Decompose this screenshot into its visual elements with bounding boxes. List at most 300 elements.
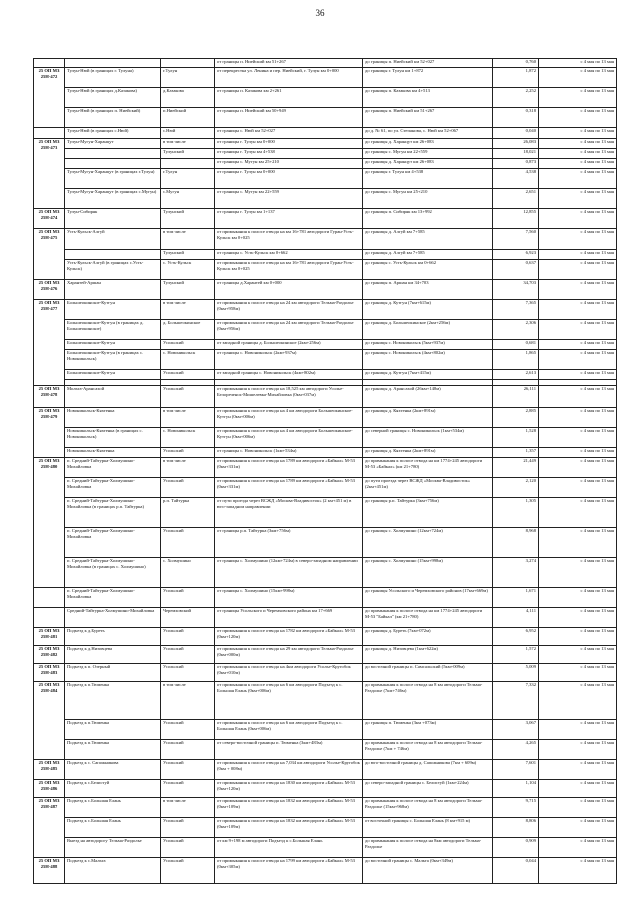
- section-start-cell: от западной границы д. Большеокинское (2км+256м): [215, 340, 363, 350]
- table-row: [34, 628, 617, 646]
- table-row: [34, 558, 617, 588]
- district-cell: с.Мугун: [161, 189, 215, 209]
- road-name-cell: п. Средний-Тайтурка-Холмушино-Михайловка: [65, 458, 161, 478]
- section-end-cell: до границы д. Кяхтенка (2км+891м): [363, 408, 493, 428]
- road-name-cell: Новоникольск-Кяхтенка (в границах с. Новоникольск): [65, 428, 161, 448]
- section-start-cell: от границы с. Усть-Кульск км 0+662: [215, 250, 363, 260]
- road-name-cell: п. Средний-Тайтурка-Холмушино-Михайловка: [65, 588, 161, 608]
- table-row: [34, 149, 617, 159]
- section-end-cell: до примыкания к полосе отвода на км 1774+245 автодороги М-53 "Байкал" (км 21+780): [363, 608, 493, 628]
- road-name-cell: Подъезд к с. Сапожникова: [65, 760, 161, 780]
- district-cell: д. Большеокинское: [161, 320, 215, 340]
- closure-period-cell: с 4 мая по 13 мая: [539, 448, 617, 458]
- section-end-cell: до восточной границы с. Мальта (0км+349м): [363, 858, 493, 884]
- section-end-cell: до примыкания к полосе отвода на 8км автодороги Тельма-Раздолье: [363, 838, 493, 858]
- section-end-cell: до границы д. Кяхтенка (2км+891м): [363, 448, 493, 458]
- section-start-cell: от примыкания к полосе отвода на 7,034 км автодороги Усолье-Кругобок (0км + 008м): [215, 760, 363, 780]
- section-end-cell: до границы с. Холмушино (15км+998м): [363, 558, 493, 588]
- closure-period-cell: с 4 мая по 13 мая: [539, 760, 617, 780]
- road-name-cell: Новоникольск-Кяхтенка: [65, 448, 161, 458]
- length-cell: 0,637: [493, 260, 539, 280]
- length-cell: 26,083: [493, 139, 539, 149]
- road-name-cell: Большеокинское-Кутгун (в границах с. Новоникольск): [65, 350, 161, 370]
- length-cell: 2,885: [493, 408, 539, 428]
- length-cell: 3,067: [493, 720, 539, 740]
- length-cell: 7,332: [493, 682, 539, 720]
- section-end-cell: до границы д. Большеокинское (2км+256м): [363, 320, 493, 340]
- table-row: [34, 209, 617, 229]
- length-cell: 0,044: [493, 858, 539, 884]
- section-start-cell: от границы д.Харантей км 0+000: [215, 280, 363, 300]
- length-cell: 34,703: [493, 280, 539, 300]
- closure-period-cell: с 4 мая по 13 мая: [539, 428, 617, 448]
- road-name-cell: Подъезд к п. Озерный: [65, 664, 161, 682]
- closure-period-cell: с 4 мая по 13 мая: [539, 68, 617, 88]
- section-end-cell: до северной границы с. Новоникольск (1км+534м): [363, 428, 493, 448]
- table-row: [34, 588, 617, 608]
- section-end-cell: до границы с. Усть-Кульск км 0+662: [363, 260, 493, 280]
- road-code-cell: 25 ОП МЗ 25Н-480: [34, 458, 65, 588]
- district-cell: [161, 159, 215, 169]
- district-cell: г.Тулун: [161, 68, 215, 88]
- closure-period-cell: с 4 мая по 13 мая: [539, 588, 617, 608]
- section-start-cell: от примыкания к полосе отвода на 1799 км автодороги «Байкал» М-53 (0км+305м): [215, 858, 363, 884]
- length-cell: 1,572: [493, 646, 539, 664]
- road-name-cell: [65, 149, 161, 159]
- section-end-cell: до примыкания к полосе отвода на 8 км автодороги Тельма-Раздолье (7км + 746м): [363, 740, 493, 760]
- road-name-cell: Подъезд к с.Большая Елань: [65, 798, 161, 818]
- section-start-cell: от примыкания к полосе отвода на 1832 км автодороги «Байкал» М-53 (0км+109м): [215, 818, 363, 838]
- table-row: [34, 818, 617, 838]
- section-end-cell: до границы д. Харанцут км 26+083: [363, 159, 493, 169]
- district-cell: [161, 59, 215, 68]
- page-number: 36: [315, 8, 325, 18]
- section-start-cell: от границы с. Мугун км 25+210: [215, 159, 363, 169]
- road-name-cell: п. Средний-Тайтурка-Холмушино-Михайловка: [65, 528, 161, 558]
- length-cell: 1,104: [493, 780, 539, 798]
- closure-period-cell: с 4 мая по 13 мая: [539, 478, 617, 498]
- table-row: [34, 664, 617, 682]
- table-row: [34, 838, 617, 858]
- length-cell: 1,528: [493, 428, 539, 448]
- road-name-cell: Большеокинское-Кутгун: [65, 370, 161, 380]
- length-cell: 8,968: [493, 528, 539, 558]
- section-end-cell: до границы г. Тулун км 1+872: [363, 68, 493, 88]
- table-row: [34, 646, 617, 664]
- section-start-cell: от примыкания к полосе отвода на 1782 км автодороги «Байкал» М-53 (0км+120м): [215, 628, 363, 646]
- road-name-cell: Подъезд к п.Тюменка: [65, 682, 161, 720]
- road-name-cell: Тулун-Нюй (в границах д.Казакова): [65, 88, 161, 108]
- road-name-cell: Подъезд к с.Белистуй: [65, 780, 161, 798]
- district-cell: Усольский: [161, 780, 215, 798]
- section-start-cell: от границы с. Холмушино (12км+724м) в северо-западном направлении: [215, 558, 363, 588]
- section-end-cell: от восточной границы с. Большая Елань (8 км+915 м): [363, 818, 493, 838]
- section-start-cell: от примыкания к полосе отвода на 18,525 км автодороги Усолье-Белореченск-Мишелевка-Михайловка (0км+037м): [215, 386, 363, 408]
- length-cell: 0,681: [493, 340, 539, 350]
- table-row: [34, 229, 617, 250]
- section-start-cell: от границы п. Казакова км 2+261: [215, 88, 363, 108]
- district-cell: д.Казакова: [161, 88, 215, 108]
- table-row: [34, 139, 617, 149]
- length-cell: 4,111: [493, 608, 539, 628]
- district-cell: Усольский: [161, 646, 215, 664]
- road-name-cell: Большеокинское-Кутгун (в границах д. Большеокинское): [65, 320, 161, 340]
- closure-period-cell: с 4 мая по 13 мая: [539, 798, 617, 818]
- section-start-cell: от примыкания к полосе отвода на 24 км автодороги Тельма-Раздолье (0км+958м): [215, 300, 363, 320]
- section-end-cell: до примыкания к полосе отвода на 8 км автодороги Тельма-Раздолье (7км+746м): [363, 682, 493, 720]
- length-cell: 0,040: [493, 128, 539, 139]
- district-cell: Усольский: [161, 838, 215, 858]
- table-row: [34, 169, 617, 189]
- road-name-cell: Выезд на автодорогу Тельма-Раздолье: [65, 838, 161, 858]
- road-name-cell: Подъезд к с.Большая Елань: [65, 818, 161, 838]
- table-row: [34, 300, 617, 320]
- section-end-cell: до границы д. Харанцут км 26+083: [363, 139, 493, 149]
- section-start-cell: от границы р.п. Тайтурка (3км+756м): [215, 528, 363, 558]
- section-end-cell: до границы с. Мугун км 22+559: [363, 149, 493, 159]
- district-cell: Усольский: [161, 340, 215, 350]
- length-cell: 1,305: [493, 498, 539, 528]
- table-row: [34, 59, 617, 68]
- closure-period-cell: с 4 мая по 13 мая: [539, 370, 617, 380]
- section-end-cell: до границы с. Новоникольск (4км+802м): [363, 350, 493, 370]
- section-end-cell: до границы д. Низовцева (1км+622м): [363, 646, 493, 664]
- section-end-cell: до границы с. Мугун км 25+210: [363, 189, 493, 209]
- district-cell: Усольский: [161, 478, 215, 498]
- length-cell: 1,865: [493, 350, 539, 370]
- length-cell: 0,873: [493, 159, 539, 169]
- road-name-cell: Большеокинское-Кутгун: [65, 300, 161, 320]
- road-name-cell: Тулун-Нюй (в границах с.Нюй): [65, 128, 161, 139]
- section-start-cell: от границы г. Тулун км 1+137: [215, 209, 363, 229]
- road-code-cell: 25 ОП МЗ 25Н-475: [34, 229, 65, 280]
- district-cell: в том числе: [161, 229, 215, 250]
- table-row: [34, 350, 617, 370]
- section-start-cell: от примыкания к полосе отвода на 1832 км автодороги «Байкал» М-53 (0км+109м): [215, 798, 363, 818]
- district-cell: п.Ниейский: [161, 108, 215, 128]
- section-start-cell: от границы п. Ниейский км 50+949: [215, 108, 363, 128]
- section-end-cell: до границы с. Холмушино (12км+724м): [363, 528, 493, 558]
- district-cell: в том числе: [161, 300, 215, 320]
- district-cell: Черемховский: [161, 608, 215, 628]
- length-cell: 8,806: [493, 818, 539, 838]
- closure-period-cell: с 4 мая по 13 мая: [539, 280, 617, 300]
- closure-period-cell: с 4 мая по 13 мая: [539, 59, 617, 68]
- road-code-cell: 25 ОП МЗ 25Н-474: [34, 209, 65, 229]
- closure-period-cell: с 4 мая по 13 мая: [539, 300, 617, 320]
- closure-period-cell: с 4 мая по 13 мая: [539, 139, 617, 149]
- district-cell: Усольский: [161, 386, 215, 408]
- section-start-cell: от примыкания к полосе отвода на 1789 км автодороги «Байкал» М-53 (0км+331м): [215, 478, 363, 498]
- table-row: [34, 408, 617, 428]
- closure-period-cell: с 4 мая по 13 мая: [539, 818, 617, 838]
- section-start-cell: от пути проезда через ВСЖД «Москва-Владивосток» (2 км+451 м) в юго-западном направлении: [215, 498, 363, 528]
- closure-period-cell: с 4 мая по 13 мая: [539, 340, 617, 350]
- district-cell: Усольский: [161, 858, 215, 884]
- road-code-cell: 25 ОП МЗ 25Н-484: [34, 682, 65, 760]
- road-name-cell: Усть-Кульск-Алгуй: [65, 229, 161, 250]
- closure-period-cell: с 4 мая по 13 мая: [539, 189, 617, 209]
- table-row: [34, 608, 617, 628]
- section-start-cell: от границы г. Тулун км 0+000: [215, 139, 363, 149]
- road-name-cell: Усть-Кульск-Алгуй (в границах с.Усть-Кульск): [65, 260, 161, 280]
- section-start-cell: от примыкания к полосе отвода на 4 км автодороги Большеокинское-Кутгун (0км+006м): [215, 408, 363, 428]
- table-row: [34, 798, 617, 818]
- section-start-cell: от границы с. Новоникольск (1км+534м): [215, 448, 363, 458]
- length-cell: 2,651: [493, 189, 539, 209]
- table-row: [34, 159, 617, 169]
- table-row: [34, 108, 617, 128]
- road-code-cell: [34, 588, 65, 608]
- section-start-cell: от границы г. Тулун км 4+538: [215, 149, 363, 159]
- closure-period-cell: с 4 мая по 13 мая: [539, 260, 617, 280]
- section-start-cell: от примыкания к полосе отвода на 1830 км автодороги «Байкал» М-53 (0км+120м): [215, 780, 363, 798]
- table-row: [34, 780, 617, 798]
- section-start-cell: от перекрестка ул. Ленина и пер. Ниейский, г. Тулун км 0+000: [215, 68, 363, 88]
- section-start-cell: от примыкания к полосе отвода на 6 км автодороги Подъезд к с. Большая Елань (0км+006м): [215, 720, 363, 740]
- district-cell: с. Усть-Кульск: [161, 260, 215, 280]
- road-code-cell: 25 ОП МЗ 25Н-479: [34, 408, 65, 458]
- section-start-cell: от км 9+198 м автодороги Подъезд к с.Большая Елань: [215, 838, 363, 858]
- table-row: [34, 250, 617, 260]
- road-name-cell: Средний-Тайтурка-Холмушино-Михайловка: [65, 608, 161, 628]
- table-row: [34, 458, 617, 478]
- length-cell: 4,265: [493, 740, 539, 760]
- closure-period-cell: с 4 мая по 13 мая: [539, 350, 617, 370]
- closure-period-cell: с 4 мая по 13 мая: [539, 498, 617, 528]
- road-code-cell: 25 ОП МЗ 25Н-486: [34, 780, 65, 798]
- section-start-cell: от примыкания к полосе отвода на 24 км автодороги Тельма-Раздолье (0км+956м): [215, 320, 363, 340]
- road-name-cell: Тулун-Нюй (в границах г. Тулуна): [65, 68, 161, 88]
- section-start-cell: от примыкания к полосе отвода на 1789 км автодороги «Байкал» М-53 (0км+331м): [215, 458, 363, 478]
- section-start-cell: от примыкания к полосе отвода на км 16+781 автодороги Гуран-Усть-Кульск км 0+025: [215, 229, 363, 250]
- table-row: [34, 260, 617, 280]
- length-cell: 7,560: [493, 229, 539, 250]
- length-cell: 1,357: [493, 448, 539, 458]
- closure-period-cell: с 4 мая по 13 мая: [539, 628, 617, 646]
- section-start-cell: от примыкания к полосе отвода на 4км автодороги Усолье-Кругобок (0км+010м): [215, 664, 363, 682]
- table-row: [34, 386, 617, 408]
- road-name-cell: Подъезд к д.Низовцева: [65, 646, 161, 664]
- road-name-cell: [65, 250, 161, 260]
- road-code-cell: [34, 128, 65, 139]
- district-cell: Тулунский: [161, 149, 215, 159]
- table-row: [34, 528, 617, 558]
- road-name-cell: Подъезд к п.Тюменка: [65, 740, 161, 760]
- road-name-cell: [65, 59, 161, 68]
- district-cell: Усольский: [161, 628, 215, 646]
- road-closure-table: [33, 58, 617, 884]
- closure-period-cell: с 4 мая по 13 мая: [539, 838, 617, 858]
- district-cell: Тулунский: [161, 280, 215, 300]
- road-code-cell: 25 ОП МЗ 25Н-478: [34, 386, 65, 408]
- road-code-cell: 25 ОП МЗ 25Н-488: [34, 858, 65, 884]
- table-row: [34, 428, 617, 448]
- district-cell: Усольский: [161, 588, 215, 608]
- section-start-cell: от границы г. Тулун км 0+000: [215, 169, 363, 189]
- table-row: [34, 280, 617, 300]
- table-row: [34, 478, 617, 498]
- district-cell: Усольский: [161, 664, 215, 682]
- section-end-cell: до границы с. Новоникольск (5км+937м): [363, 340, 493, 350]
- road-name-cell: Мольта-Арансахой: [65, 386, 161, 408]
- closure-period-cell: с 4 мая по 13 мая: [539, 209, 617, 229]
- length-cell: 4,538: [493, 169, 539, 189]
- section-end-cell: до границы д. Алгуй км 7+585: [363, 250, 493, 260]
- length-cell: 0,318: [493, 108, 539, 128]
- section-end-cell: до примыкания к полосе отвода на 8 км автодороги Тельма-Раздолье (15км+968м): [363, 798, 493, 818]
- table-row: [34, 448, 617, 458]
- district-cell: с.Нюй: [161, 128, 215, 139]
- length-cell: 7,601: [493, 760, 539, 780]
- closure-period-cell: с 4 мая по 13 мая: [539, 682, 617, 720]
- table-row: [34, 760, 617, 780]
- length-cell: 2,252: [493, 88, 539, 108]
- section-end-cell: до границы п. Тюменка (3км +073м): [363, 720, 493, 740]
- district-cell: г.Тулун: [161, 169, 215, 189]
- district-cell: с. Новоникольск: [161, 350, 215, 370]
- closure-period-cell: с 4 мая по 13 мая: [539, 159, 617, 169]
- length-cell: 5,009: [493, 664, 539, 682]
- road-name-cell: Тулун-Нюй (в границах п. Ниейский): [65, 108, 161, 128]
- road-code-cell: 25 ОП МЗ 25Н-483: [34, 664, 65, 682]
- closure-period-cell: с 4 мая по 13 мая: [539, 720, 617, 740]
- section-end-cell: до северо-западной границы с. Белистуй (1км+224м): [363, 780, 493, 798]
- section-end-cell: до границы г. Тулун км 4+538: [363, 169, 493, 189]
- road-name-cell: Большеокинское-Кутгун: [65, 340, 161, 350]
- section-start-cell: от границы с. Новоникольск (2км+937м): [215, 350, 363, 370]
- length-cell: 1,872: [493, 68, 539, 88]
- length-cell: 0,909: [493, 838, 539, 858]
- district-cell: с. Холмушино: [161, 558, 215, 588]
- road-name-cell: Тулун-Сибиряк: [65, 209, 161, 229]
- road-name-cell: Тулун-Мугун-Харанцут: [65, 139, 161, 149]
- closure-period-cell: с 4 мая по 13 мая: [539, 169, 617, 189]
- road-code-cell: 25 ОП МЗ 25Н-485: [34, 760, 65, 780]
- road-code-cell: 25 ОП МЗ 25Н-487: [34, 798, 65, 858]
- closure-period-cell: с 4 мая по 13 мая: [539, 88, 617, 108]
- table-row: [34, 68, 617, 88]
- district-cell: Усольский: [161, 448, 215, 458]
- road-name-cell: Тулун-Мугун-Харанцут (в границах г.Тулун): [65, 169, 161, 189]
- section-end-cell: до юго-восточной границы д. Сапожникова (7км + 609м): [363, 760, 493, 780]
- closure-period-cell: с 4 мая по 13 мая: [539, 320, 617, 340]
- closure-period-cell: с 4 мая по 13 мая: [539, 646, 617, 664]
- district-cell: Усольский: [161, 370, 215, 380]
- section-start-cell: от границы с. Холмушино (15км+998м): [215, 588, 363, 608]
- section-end-cell: до границы д. Кутгун (7км+415м): [363, 370, 493, 380]
- section-start-cell: от границы п. Ниейский км 51+267: [215, 59, 363, 68]
- section-end-cell: до границы д. Буреть (7км+072м): [363, 628, 493, 646]
- length-cell: 2,613: [493, 370, 539, 380]
- road-name-cell: Подъезд к с.Мальта: [65, 858, 161, 884]
- section-end-cell: до восточной границы п. Самсальский (5км+009м): [363, 664, 493, 682]
- closure-period-cell: с 4 мая по 13 мая: [539, 664, 617, 682]
- district-cell: Усольский: [161, 740, 215, 760]
- district-cell: с. Новоникольск: [161, 428, 215, 448]
- length-cell: 2,306: [493, 320, 539, 340]
- closure-period-cell: с 4 мая по 13 мая: [539, 858, 617, 884]
- road-code-cell: 25 ОП МЗ 25Н-476: [34, 280, 65, 300]
- district-cell: Тулунский: [161, 250, 215, 260]
- length-cell: 6,952: [493, 628, 539, 646]
- length-cell: 26,111: [493, 386, 539, 408]
- road-name-cell: Новоникольск-Кяхтенка: [65, 408, 161, 428]
- section-start-cell: от примыкания к полосе отвода на 4 км автодороги Большеокинское-Кутгун (0км+006м): [215, 428, 363, 448]
- section-start-cell: от примыкания к полосе отвода на 6 км автодороги Подъезд к с. Большая Елань (0км+006м): [215, 682, 363, 720]
- closure-period-cell: с 4 мая по 13 мая: [539, 608, 617, 628]
- table-row: [34, 340, 617, 350]
- closure-period-cell: с 4 мая по 13 мая: [539, 386, 617, 408]
- section-end-cell: до пути проезда через ВСЖД «Москва-Владивосток» (2км+451м): [363, 478, 493, 498]
- length-cell: 0,760: [493, 59, 539, 68]
- section-start-cell: от западной границы с. Новоникольск (4км+802м): [215, 370, 363, 380]
- table-row: [34, 682, 617, 720]
- closure-period-cell: с 4 мая по 13 мая: [539, 740, 617, 760]
- table-row: [34, 189, 617, 209]
- section-start-cell: от границы Усольского и Черемховского района км 17+669: [215, 608, 363, 628]
- section-end-cell: до д. № 61, по ул. Степанова, с. Нюй км 52+067: [363, 128, 493, 139]
- road-code-cell: 25 ОП МЗ 25Н-482: [34, 646, 65, 664]
- section-start-cell: от примыкания к полосе отвода на км 16+781 автодороги Гуран-Усть-Кульск км 0+025: [215, 260, 363, 280]
- district-cell: в том числе: [161, 408, 215, 428]
- length-cell: 2,120: [493, 478, 539, 498]
- road-name-cell: п. Средний-Тайтурка-Холмушино-Михайловка (в границах с. Холмушино): [65, 558, 161, 588]
- closure-period-cell: с 4 мая по 13 мая: [539, 149, 617, 159]
- district-cell: Усольский: [161, 818, 215, 838]
- section-start-cell: от северо-восточной границы п. Тюменка (3км+483м): [215, 740, 363, 760]
- section-start-cell: от границы с. Нюй км 52+027: [215, 128, 363, 139]
- table-row: [34, 320, 617, 340]
- closure-period-cell: с 4 мая по 13 мая: [539, 528, 617, 558]
- table-row: [34, 370, 617, 380]
- section-start-cell: от границы с. Мугун км 22+559: [215, 189, 363, 209]
- road-name-cell: п. Средний-Тайтурка-Холмушино-Михайловка (в границах р.п. Тайтурка): [65, 498, 161, 528]
- closure-period-cell: с 4 мая по 13 мая: [539, 250, 617, 260]
- section-start-cell: от примыкания к полосе отвода на 29 км автодороги Тельма-Раздолье (0км+000м): [215, 646, 363, 664]
- section-end-cell: до границы п. Сибиряк км 13+992: [363, 209, 493, 229]
- closure-period-cell: с 4 мая по 13 мая: [539, 108, 617, 128]
- length-cell: 21,449: [493, 458, 539, 478]
- table-row: [34, 858, 617, 884]
- road-code-cell: [34, 608, 65, 628]
- length-cell: 9,715: [493, 798, 539, 818]
- road-name-cell: Тулун-Мугун-Харанцут (в границах с.Мугун): [65, 189, 161, 209]
- road-code-cell: 25 ОП МЗ 25Н-481: [34, 628, 65, 646]
- section-end-cell: до границы р.п. Тайтурка (3км+756м): [363, 498, 493, 528]
- closure-period-cell: с 4 мая по 13 мая: [539, 229, 617, 250]
- road-name-cell: Харантей-Аршан: [65, 280, 161, 300]
- table-row: [34, 128, 617, 139]
- closure-period-cell: с 4 мая по 13 мая: [539, 558, 617, 588]
- road-name-cell: Подъезд к д.Буреть: [65, 628, 161, 646]
- district-cell: Усольский: [161, 720, 215, 740]
- table-row: [34, 740, 617, 760]
- district-cell: в том числе: [161, 139, 215, 149]
- road-name-cell: п. Средний-Тайтурка-Холмушино-Михайловка: [65, 478, 161, 498]
- closure-period-cell: с 4 мая по 13 мая: [539, 408, 617, 428]
- table-row: [34, 498, 617, 528]
- district-cell: в том числе: [161, 682, 215, 720]
- road-code-cell: [34, 59, 65, 68]
- section-end-cell: до границы д. Алгуй км 7+585: [363, 229, 493, 250]
- closure-period-cell: с 4 мая по 13 мая: [539, 458, 617, 478]
- district-cell: Усольский: [161, 760, 215, 780]
- road-name-cell: [65, 159, 161, 169]
- closure-period-cell: с 4 мая по 13 мая: [539, 128, 617, 139]
- table-row: [34, 720, 617, 740]
- section-end-cell: до границы д. Арансахой (26км+148м): [363, 386, 493, 408]
